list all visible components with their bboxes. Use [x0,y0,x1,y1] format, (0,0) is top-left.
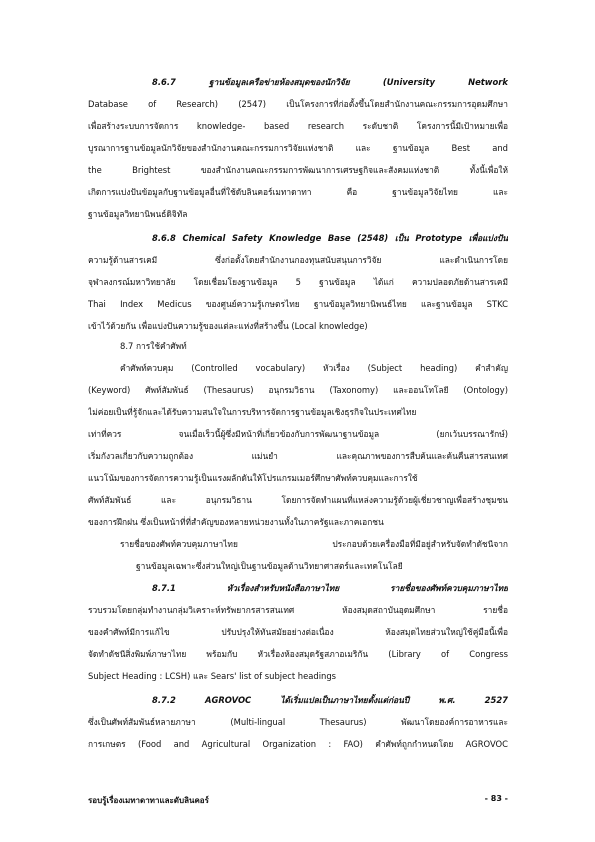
paragraph-line: ของคำศัพท์มีการแก้ไข ปรับปรุงให้ทันสมัยอย่างต่อเนื่อง ห้องสมุดไทยส่วนใหญ่ใช้คู่มือนี้เพื่อ [88,627,508,637]
paragraph-line: จัดทำดัชนีสิ่งพิมพ์ภาษาไทย พร้อมกับ หัวเรื่องห้องสมุดรัฐสภาอเมริกัน (Library of Congress [88,649,508,659]
section-heading-8-7-1: 8.7.1 หัวเรื่องสำหรับหนังสือภาษาไทย รายชื่อของศัพท์ควบคุมภาษาไทย [152,583,508,593]
paragraph-line: the Brightest ของสำนักงานคณะกรรมการพัฒนาการเศรษฐกิจและสังคมแห่งชาติ ทั้งนี้เพื่อให้ [88,165,508,175]
paragraph-line: ของการฝึกฝน ซึ่งเป็นหน้าที่ที่สำคัญของหลายหน่วยงานทั้งในภาครัฐและภาคเอกชน [88,517,384,527]
paragraph-line: Subject Heading : LCSH) และ Sears' list of subject headings [88,671,337,681]
paragraph-line: การเกษตร (Food and Agricultural Organization : FAO) คำศัพท์ถูกกำหนดโดย AGROVOC [88,739,508,749]
paragraph-line: รายชื่อของศัพท์ควบคุมภาษาไทย ประกอบด้วยเครื่องมือที่มีอยู่สำหรับจัดทำดัชนีจาก [120,539,508,549]
paragraph-line: เพื่อสร้างระบบการจัดการ knowledge- based research ระดับชาติ โครงการนี้มีเป้าหมายเพื่อ [88,121,508,131]
paragraph-line: เริ่มกังวลเกี่ยวกับความถูกต้อง แม่นยำ และคุณภาพของการสืบค้นและค้นคืนสารสนเทศ [88,451,508,461]
paragraph-line: จุฬาลงกรณ์มหาวิทยาลัย โดยเชื่อมโยงฐานข้อมูล 5 ฐานข้อมูล ได้แก่ ความปลอดภัยด้านสารเคมี [88,277,508,287]
paragraph-line: ความรู้ด้านสารเคมี ซึ่งก่อตั้งโดยสำนักงานกองทุนสนับสนุนการวิจัย และดำเนินการโดย [88,255,508,265]
paragraph-line: เกิดการแบ่งปันข้อมูลกับฐานข้อมูลอื่นที่ใช้ดับลินคอร์เมทาดาทา คือ ฐานข้อมูลวิจัยไทย และ [88,187,508,197]
paragraph-line: เท่าที่ควร จนเมื่อเร็วนี้ผู้ซึ่งมีหน้าที่เกี่ยวข้องกับการพัฒนาฐานข้อมูล (ยกเว้นบรรณารักษ์) [88,429,508,439]
paragraph-line: แนวโน้มของการจัดการความรู้เป็นแรงผลักดันให้โปรแกรมเมอร์ศึกษาศัพท์ควบคุมและการใช้ [88,473,418,483]
paragraph-line: บูรณาการฐานข้อมูลนักวิจัยของสำนักงานคณะกรรมการวิจัยแห่งชาติ และ ฐานข้อมูล Best and [88,143,508,153]
paragraph-line: Thai Index Medicus ของศูนย์ความรู้เกษตรไทย ฐานข้อมูลวิทยานิพนธ์ไทย และฐานข้อมูล STKC [88,299,508,309]
section-heading-8-6-8: 8.6.8 Chemical Safety Knowledge Base (2548) เป็น Prototype เพื่อแบ่งปัน [152,233,508,243]
footer-title: รอบรู้เรื่องเมทาดาทาและดับลินคอร์ [88,796,209,805]
paragraph-line: ฐานข้อมูลเฉพาะซึ่งส่วนใหญ่เป็นฐานข้อมูลด้านวิทยาศาสตร์และเทคโนโลยี [136,561,403,571]
page-number: - 83 - [484,794,508,803]
paragraph-line: Database of Research) (2547) เป็นโครงการที่ก่อตั้งขึ้นโดยสำนักงานคณะกรรมการอุดมศึกษา [88,99,508,109]
paragraph-line: ศัพท์สัมพันธ์ และ อนุกรมวิธาน โดยการจัดทำแผนที่แหล่งความรู้ด้วยผู้เชี่ยวชาญเพื่อสร้างชุมชน [88,495,508,505]
paragraph-line: ไม่ค่อยเป็นที่รู้จักและได้รับความสนใจในการบริหารจัดการฐานข้อมูลเชิงธุรกิจในประเทศไทย [88,407,417,417]
paragraph-line: ซึ่งเป็นศัพท์สัมพันธ์หลายภาษา (Multi-lingual Thesaurus) พัฒนาโดยองค์การอาหารและ [88,717,508,727]
section-heading-8-6-7: 8.6.7 ฐานข้อมูลเครือข่ายห้องสมุดของนักวิจัย (University Network [152,77,508,87]
paragraph-line: เข้าไว้ด้วยกัน เพื่อแบ่งปันความรู้ของแต่ละแห่งที่สร้างขึ้น (Local knowledge) [88,321,368,331]
section-heading-8-7-2: 8.7.2 AGROVOC ได้เริ่มแปลเป็นภาษาไทยตั้งแต่ก่อนปี พ.ศ. 2527 [152,695,508,705]
paragraph-line: คำศัพท์ควบคุม (Controlled vocabulary) หัวเรื่อง (Subject heading) คำสำคัญ [120,363,508,373]
paragraph-line: ฐานข้อมูลวิทยานิพนธ์ดิจิทัล [88,209,188,219]
section-heading-8-7: 8.7 การใช้คำศัพท์ [120,341,187,351]
paragraph-line: รวบรวมโดยกลุ่มทำงานกลุ่มวิเคราะห์ทรัพยากรสารสนเทศ ห้องสมุดสถาบันอุดมศึกษา รายชื่อ [88,605,508,615]
paragraph-line: (Keyword) ศัพท์สัมพันธ์ (Thesaurus) อนุกรมวิธาน (Taxonomy) และออนโทโลยี (Ontology) [88,385,508,395]
